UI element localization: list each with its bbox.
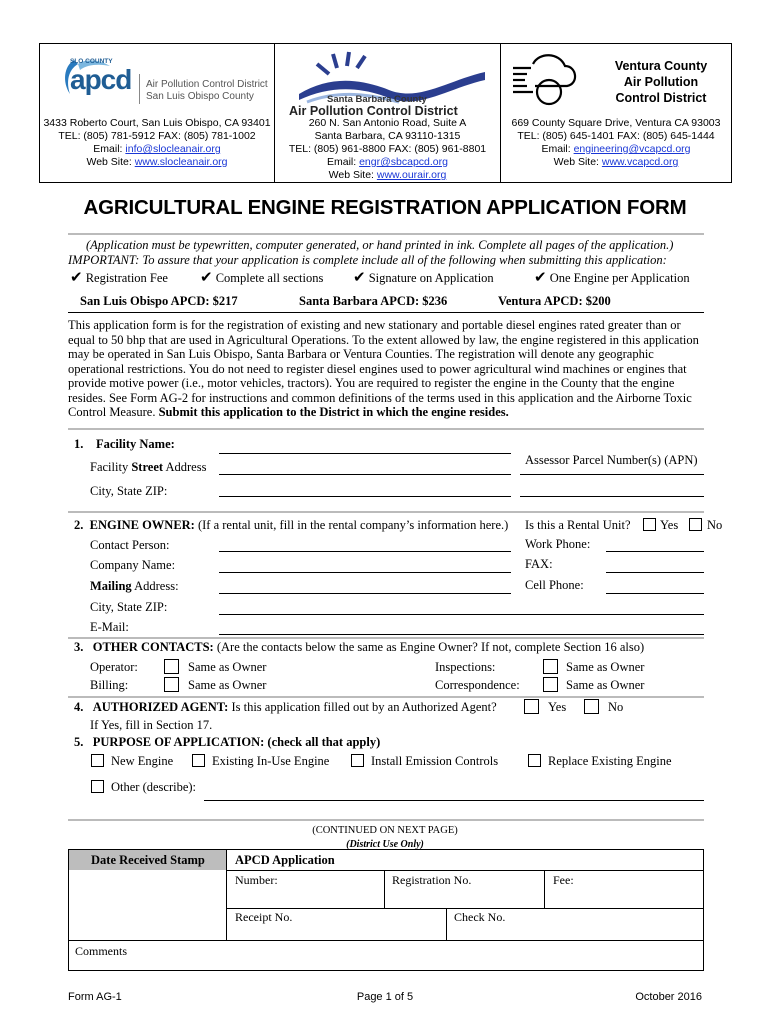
mailing-address-field[interactable] <box>219 593 511 594</box>
sb-contact <box>275 117 500 182</box>
vc-web-row <box>501 156 731 169</box>
slo-logo-abbr: apcd <box>70 64 132 95</box>
title-rule <box>68 233 704 235</box>
slo-logo-divider <box>139 74 140 104</box>
s2-city-label: City, State ZIP: <box>90 600 168 614</box>
fees-rule <box>68 312 704 313</box>
s2-email-label: E-Mail: <box>90 620 129 634</box>
intro-submit-note: Submit this application to the District in which the engine resides. <box>158 405 509 419</box>
stamp-area[interactable] <box>69 870 227 940</box>
facility-city-field[interactable] <box>219 496 511 497</box>
checklist-item-fee <box>70 271 168 286</box>
purpose-other-label: Other (describe): <box>111 780 197 794</box>
purpose-new-engine-label: New Engine <box>111 754 174 768</box>
s3-heading <box>74 640 644 655</box>
owner-city-field[interactable] <box>219 614 704 615</box>
intro-text: This application form is for the registration of existing and new stationary and portable diesel engines rated greater than or equal to 50 bhp that are used in Agricultural Operations. To the extent allowed by law, the engine registered in this application may be operated in San Luis Obispo, Santa Barbara or Ventura Counties. The registration will denote any geographic operational restrictions. You do not need to register diesel engines used to power agricultural wind machines or engines that provide motive power (i.e., motor vehicles, tractors). You are required to register the engine in the County that the engine resides. See Form AG-2 for instructions and common definitions of the terms used in this application and the Airborne Toxic Control Measure. <box>68 318 699 419</box>
s2-heading <box>74 518 508 533</box>
s2-contact-label: Contact Person: <box>90 538 170 552</box>
street-post: Address <box>163 460 207 474</box>
purpose-emission-controls-checkbox[interactable] <box>351 754 364 767</box>
slo-email-link[interactable]: info@slocleanair.org <box>125 143 221 155</box>
s2-work-label: Work Phone: <box>525 537 591 551</box>
s3-correspondence-label: Correspondence: <box>435 678 520 692</box>
s2-mailing-label <box>90 579 179 594</box>
fee-cell[interactable] <box>545 870 704 908</box>
number-label: Number: <box>235 873 278 887</box>
slo-web-link[interactable]: www.slocleanair.org <box>134 156 228 168</box>
sb-logo-line2: Air Pollution Control District <box>289 104 458 118</box>
s4-heading <box>74 700 497 715</box>
checklist-label: Complete all sections <box>215 271 324 285</box>
s1-city-label: City, State ZIP: <box>90 484 168 498</box>
s3-rule <box>68 696 704 698</box>
sb-web-label: Web Site: <box>328 169 377 181</box>
street-pre: Facility <box>90 460 132 474</box>
slo-logo-line1: Air Pollution Control District <box>146 79 268 90</box>
slo-web-row <box>40 156 274 169</box>
rental-no-checkbox[interactable] <box>689 518 702 531</box>
check-cell[interactable] <box>447 908 704 940</box>
s5-heading <box>74 735 380 750</box>
sb-apcd-box <box>275 43 501 183</box>
s5-number: 5. <box>74 735 84 749</box>
slo-logo-line2: San Luis Obispo County <box>146 91 254 102</box>
checkmark-icon: ✔ <box>70 270 83 286</box>
slo-web-label: Web Site: <box>86 156 135 168</box>
s2-rental-question: Is this a Rental Unit? <box>525 518 631 532</box>
apn-field-2[interactable] <box>520 496 704 497</box>
checkmark-icon: ✔ <box>534 270 547 286</box>
slo-email-row <box>40 143 274 156</box>
vc-apcd-box <box>501 43 732 183</box>
agent-yes-checkbox[interactable] <box>524 699 539 714</box>
purpose-new-engine-checkbox[interactable] <box>91 754 104 767</box>
apcd-application-label: APCD Application <box>235 853 335 867</box>
fax-field[interactable] <box>606 572 704 573</box>
checklist-item-signature <box>353 271 494 286</box>
intro-rule <box>68 428 704 430</box>
intro-paragraph <box>68 318 708 420</box>
sb-web-link[interactable]: www.ourair.org <box>376 169 447 181</box>
purpose-other-field[interactable] <box>204 800 704 801</box>
checkmark-icon: ✔ <box>353 270 366 286</box>
rental-yes-label: Yes <box>660 518 679 532</box>
s4-question: Is this application filled out by an Authorized Agent? <box>228 700 497 714</box>
vc-name-1: Ventura County <box>614 59 708 73</box>
rental-yes-checkbox[interactable] <box>643 518 656 531</box>
s2-number: 2. <box>74 518 84 532</box>
district-use-only: (District Use Only) <box>346 839 424 850</box>
sb-logo-line1: Santa Barbara County <box>327 94 427 105</box>
slo-contact <box>40 117 274 169</box>
vc-phone: TEL: (805) 645-1401 FAX: (805) 645-1444 <box>517 130 715 142</box>
agent-no-checkbox[interactable] <box>584 699 599 714</box>
purpose-replace-engine-label: Replace Existing Engine <box>548 754 672 768</box>
s2-fax-label: FAX: <box>525 557 553 571</box>
footer-page: Page 1 of 5 <box>356 991 414 1003</box>
slo-email-label: Email: <box>93 143 126 155</box>
s1-title: Facility Name: <box>96 437 175 451</box>
s1-street-label <box>90 460 206 475</box>
instruction-line-2: IMPORTANT: To assure that your application is complete include all of the following when submitting this application: <box>68 253 667 267</box>
comments-cell[interactable] <box>69 940 704 971</box>
vc-address: 669 County Square Drive, Ventura CA 93003 <box>511 117 721 129</box>
fee-slo: San Luis Obispo APCD: $217 <box>80 294 238 308</box>
s2-rule <box>68 637 704 639</box>
vc-email-link[interactable]: engineering@vcapcd.org <box>573 143 691 155</box>
purpose-existing-engine-checkbox[interactable] <box>192 754 205 767</box>
apn-field[interactable] <box>520 474 704 475</box>
checklist-item-one-engine <box>534 271 690 286</box>
purpose-emission-controls-label: Install Emission Controls <box>371 754 499 768</box>
vc-name-3: Control District <box>615 91 707 105</box>
facility-street-field[interactable] <box>219 474 511 475</box>
company-name-field[interactable] <box>219 572 511 573</box>
s4-note: If Yes, fill in Section 17. <box>90 718 213 732</box>
s3-note: (Are the contacts below the same as Engine Owner? If not, complete Section 16 also) <box>213 640 645 654</box>
checklist-label: Registration Fee <box>85 271 168 285</box>
district-use-table <box>68 849 704 971</box>
mailing-bold: Mailing <box>90 579 132 593</box>
billing-same-checkbox[interactable] <box>164 677 179 692</box>
contact-person-field[interactable] <box>219 551 511 552</box>
s2-cell-label: Cell Phone: <box>525 578 584 592</box>
facility-name-field[interactable] <box>219 453 511 454</box>
correspondence-same-label: Same as Owner <box>566 678 645 692</box>
fee-ventura: Ventura APCD: $200 <box>498 294 611 308</box>
mailing-post: Address: <box>131 579 179 593</box>
registration-cell[interactable] <box>385 870 545 908</box>
receipt-label: Receipt No. <box>235 910 293 924</box>
rental-no-label: No <box>707 518 723 532</box>
vc-web-link[interactable]: www.vcapcd.org <box>601 156 679 168</box>
slo-apcd-box <box>39 43 275 183</box>
s3-title: OTHER CONTACTS: <box>92 640 214 654</box>
sb-address2: Santa Barbara, CA 93110-1315 <box>314 130 461 142</box>
operator-same-label: Same as Owner <box>188 660 267 674</box>
inspections-same-label: Same as Owner <box>566 660 645 674</box>
s1-rule <box>68 511 704 513</box>
sb-address1: 260 N. San Antonio Road, Suite A <box>308 117 467 129</box>
form-title: AGRICULTURAL ENGINE REGISTRATION APPLICATION FORM <box>83 196 687 219</box>
receipt-cell[interactable] <box>227 908 447 940</box>
fee-label: Fee: <box>553 873 574 887</box>
vc-web-label: Web Site: <box>553 156 602 168</box>
checklist-label: Signature on Application <box>368 271 494 285</box>
vc-email-row <box>501 143 731 156</box>
purpose-existing-engine-label: Existing In-Use Engine <box>212 754 330 768</box>
s5-title: PURPOSE OF APPLICATION: (check all that apply) <box>92 735 381 749</box>
agent-yes-label: Yes <box>548 700 567 714</box>
billing-same-label: Same as Owner <box>188 678 267 692</box>
s4-number: 4. <box>74 700 84 714</box>
s3-inspections-label: Inspections: <box>435 660 496 674</box>
s1-apn-label: Assessor Parcel Number(s) (APN) <box>525 453 698 467</box>
s3-billing-label: Billing: <box>90 678 129 692</box>
correspondence-same-checkbox[interactable] <box>543 677 558 692</box>
operator-same-checkbox[interactable] <box>164 659 179 674</box>
sb-email-label: Email: <box>327 156 360 168</box>
s3-number: 3. <box>74 640 84 654</box>
check-label: Check No. <box>454 910 506 924</box>
instruction-line-1: (Application must be typewritten, computer generated, or hand printed in ink. Complete all pages of the application.) <box>86 238 674 252</box>
continued-note: (CONTINUED ON NEXT PAGE) <box>312 825 458 836</box>
footer-date: October 2016 <box>635 991 702 1003</box>
checklist-item-sections <box>200 271 323 286</box>
owner-email-field[interactable] <box>219 634 704 635</box>
s4-title: AUTHORIZED AGENT: <box>92 700 229 714</box>
sb-email-link[interactable]: engr@sbcapcd.org <box>359 156 448 168</box>
s2-title: ENGINE OWNER: <box>89 518 195 532</box>
vc-contact <box>501 117 731 169</box>
s2-note: (If a rental unit, fill in the rental company’s information here.) <box>194 518 509 532</box>
purpose-other-checkbox[interactable] <box>91 780 104 793</box>
fee-sb: Santa Barbara APCD: $236 <box>299 294 448 308</box>
inspections-same-checkbox[interactable] <box>543 659 558 674</box>
street-bold: Street <box>131 460 164 474</box>
slo-logo-county: SLO COUNTY <box>70 58 113 65</box>
s2-company-label: Company Name: <box>90 558 176 572</box>
vc-name-2: Air Pollution <box>623 75 699 89</box>
work-phone-field[interactable] <box>606 551 704 552</box>
footer-form: Form AG-1 <box>68 991 122 1003</box>
vc-apcd-logo <box>511 52 581 108</box>
vc-email-label: Email: <box>541 143 574 155</box>
comments-label: Comments <box>75 944 128 958</box>
s5-rule <box>68 819 704 821</box>
cell-phone-field[interactable] <box>606 593 704 594</box>
s3-operator-label: Operator: <box>90 660 138 674</box>
stamp-label: Date Received Stamp <box>91 853 205 867</box>
agent-no-label: No <box>608 700 624 714</box>
slo-address: 3433 Roberto Court, San Luis Obispo, CA 93401 <box>43 117 271 129</box>
sb-web-row <box>275 169 500 182</box>
registration-label: Registration No. <box>392 873 472 887</box>
checklist-label: One Engine per Application <box>549 271 690 285</box>
sb-email-row <box>275 156 500 169</box>
checkmark-icon: ✔ <box>200 270 213 286</box>
slo-phone: TEL: (805) 781-5912 FAX: (805) 781-1002 <box>58 130 256 142</box>
number-cell[interactable] <box>227 870 385 908</box>
s1-number: 1. <box>74 437 84 451</box>
sb-phone: TEL: (805) 961-8800 FAX: (805) 961-8801 <box>288 143 487 155</box>
purpose-replace-engine-checkbox[interactable] <box>528 754 541 767</box>
